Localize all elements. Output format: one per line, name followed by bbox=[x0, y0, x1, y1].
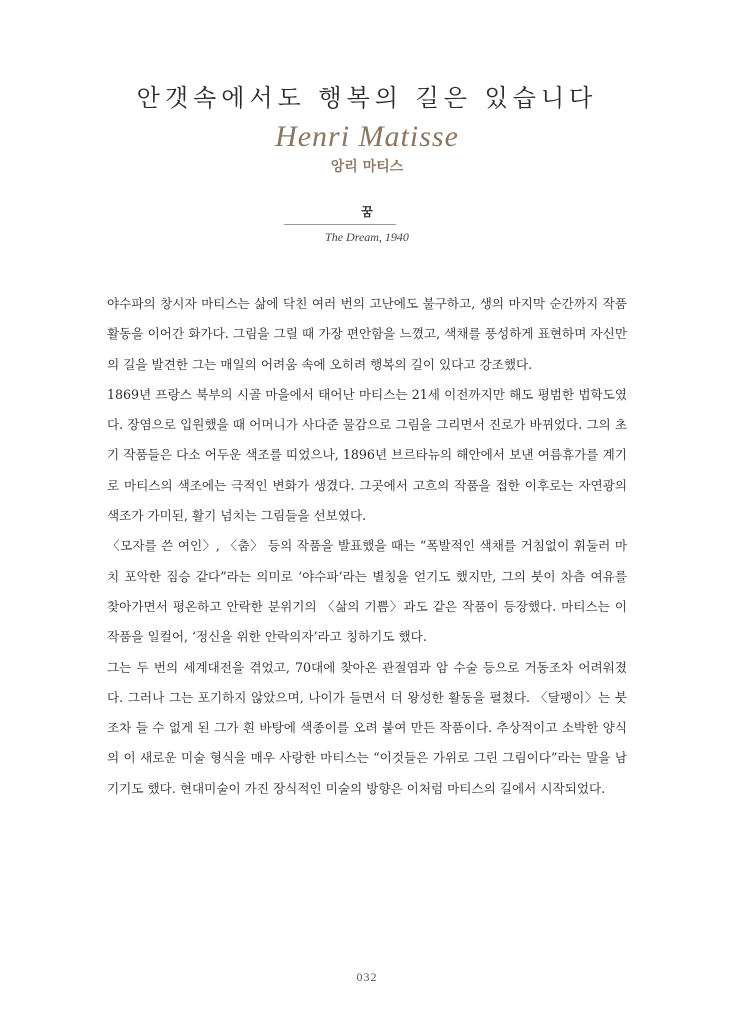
body-paragraph: 야수파의 창시자 마티스는 삶에 닥친 여러 번의 고난에도 불구하고, 생의 마지막 순간까지 작품활동을 이어간 화가다. 그림을 그릴 때 가장 편안함을 느꼈고, 색채를 풍성하게 표현하며 자신만의 길을 발견한 그는 매일의 어려움 속에 오히려 행복의 길이 있다고 강조했다. bbox=[107, 296, 627, 372]
page-number: 032 bbox=[356, 970, 378, 984]
artwork-title: 꿈 bbox=[361, 205, 373, 219]
body-text bbox=[107, 289, 627, 804]
body-paragraph: 그는 두 번의 세계대전을 겪었고, 70대에 찾아온 관절염과 암 수술 등으로 거동조차 어려워졌다. 그러나 그는 포기하지 않았으며, 나이가 들면서 더 왕성한 활동을 펼쳤다. 〈달팽이〉는 붓조차 들 수 없게 된 그가 흰 바탕에 색종이를 오려 붙여 만든 작품이다. 추상적이고 소박한 양식의 이 새로운 미술 형식을 매우 사랑한 마티스는 “이것들은 가위로 그린 그림이다”라는 말을 남기기도 했다. 현대미술이 가진 장식적인 미술의 방향은 이처럼 마티스의 길에서 시작되었다. bbox=[107, 659, 627, 796]
body-paragraph: 〈모자를 쓴 여인〉, 〈춤〉 등의 작품을 발표했을 때는 “폭발적인 색채를 거침없이 휘둘러 마치 포악한 짐승 같다”라는 의미로 ‘야수파’라는 별칭을 얻기도 했지만, 그의 붓이 차츰 여유를 찾아가면서 평온하고 안락한 분위기의 〈삶의 기쁨〉과도 같은 작품이 등장했다. 마티스는 이 작품을 일컬어, ‘정신을 위한 안락의자’라고 칭하기도 했다. bbox=[107, 538, 627, 645]
body-paragraph: 1869년 프랑스 북부의 시골 마을에서 태어난 마티스는 21세 이전까지만 해도 평범한 법학도였다. 장염으로 입원했을 때 어머니가 사다준 물감으로 그림을 그리면서 진로가 바뀌었다. 그의 초기 작품들은 다소 어두운 색조를 띠었으나, 1896년 브르타뉴의 해안에서 보낸 여름휴가를 계기로 마티스의 색조에는 극적인 변화가 생겼다. 그곳에서 고흐의 작품을 접한 이후로는 자연광의 색조가 가미된, 활기 넘치는 그림들을 선보였다. bbox=[107, 386, 627, 524]
artwork-caption: The Dream, 1940 bbox=[325, 230, 409, 244]
artist-name-english: Henri Matisse bbox=[275, 120, 459, 153]
page-title: 안갯속에서도 행복의 길은 있습니다 bbox=[136, 84, 598, 112]
artist-name-korean: 앙리 마티스 bbox=[330, 159, 404, 175]
artwork-divider bbox=[284, 224, 396, 225]
